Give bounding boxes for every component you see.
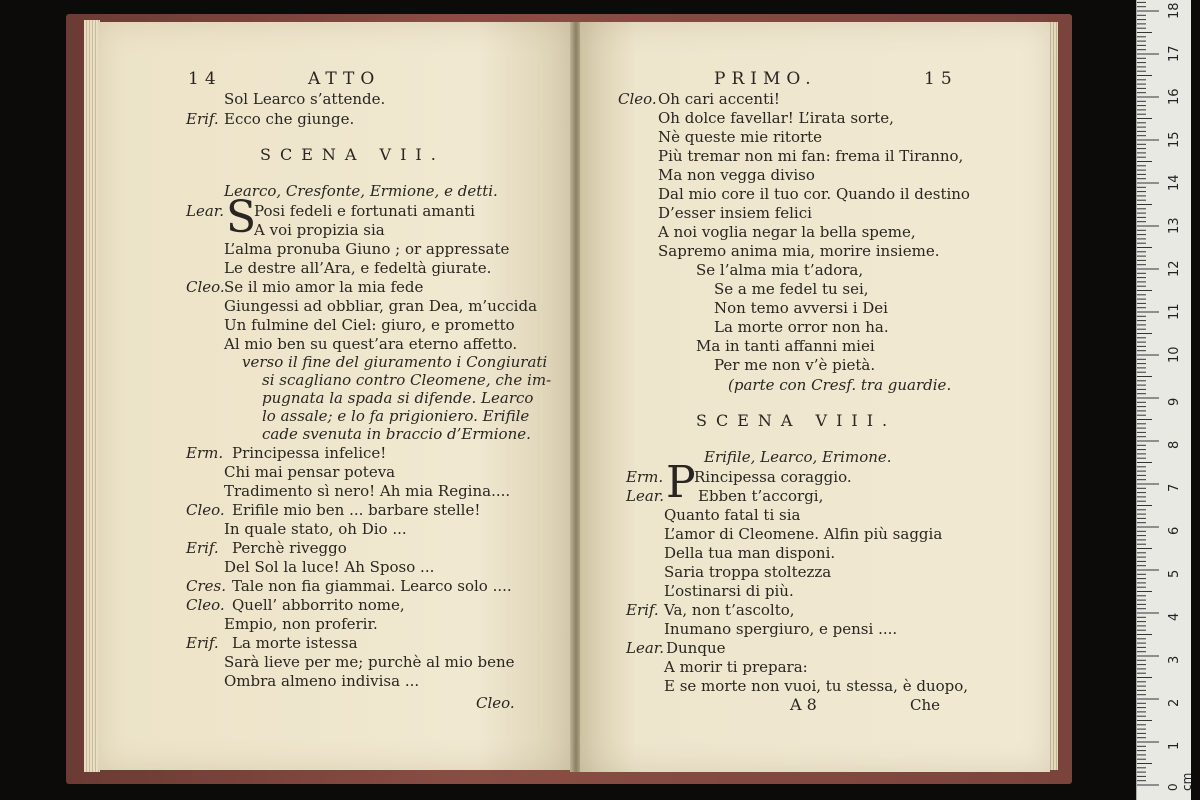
text-line: Sarà lieve per me; purchè al mio bene <box>224 653 515 671</box>
ruler-number: 11 <box>1167 303 1182 320</box>
text-line: Giungessi ad obbliar, gran Dea, m’uccida <box>224 297 538 315</box>
text-line: Erifile mio ben ... barbare stelle! <box>232 501 481 519</box>
text-line: Tale non fia giammai. Learco solo .... <box>232 577 512 595</box>
speaker-label: Lear. <box>626 639 665 657</box>
text-line: Chi mai pensar poteva <box>224 463 396 481</box>
text-line: Sapremo anima mia, morire insieme. <box>658 242 940 260</box>
text-line: Della tua man disponi. <box>664 544 836 562</box>
ruler-number: 1 <box>1167 741 1182 750</box>
stage-direction: Learco, Cresfonte, Ermione, e detti. <box>224 182 498 200</box>
text-line: Dal mio core il tuo cor. Quando il destino <box>658 185 970 203</box>
speaker-label: Erm. <box>186 444 224 462</box>
speaker-label: Cleo. <box>186 278 225 296</box>
text-line: Empio, non proferir. <box>224 615 378 633</box>
running-head-right: PRIMO. <box>714 69 817 89</box>
text-line: In quale stato, oh Dio ... <box>224 520 407 538</box>
ruler-number: 12 <box>1167 260 1182 277</box>
text-line: Del Sol la luce! Ah Sposo ... <box>224 558 435 576</box>
text-line: Ma non vegga diviso <box>658 166 815 184</box>
ruler-number: 5 <box>1167 569 1182 578</box>
ruler-number: 8 <box>1167 440 1182 449</box>
scene-heading: SCENA VII. <box>260 145 445 164</box>
stage-direction: pugnata la spada si difende. Learco <box>262 389 534 407</box>
text-line: Le destre all’Ara, e fedeltà giurate. <box>224 259 492 277</box>
text-line: La morte istessa <box>232 634 358 652</box>
aria-line: Se a me fedel tu sei, <box>714 280 869 298</box>
speaker-label: Cleo. <box>186 501 225 519</box>
text-line: Se il mio amor la mia fede <box>224 278 424 296</box>
text-line: E se morte non vuoi, tu stessa, è duopo, <box>664 677 969 695</box>
speaker-label: Erif. <box>186 539 219 557</box>
left-page <box>98 22 572 770</box>
ruler-number: 2 <box>1167 698 1182 707</box>
ruler-number: 10 <box>1167 346 1182 363</box>
ruler-number: 18 <box>1167 2 1182 19</box>
text-line: L’amor di Cleomene. Alfin più saggia <box>664 525 943 543</box>
ruler-number: 6 <box>1167 526 1182 535</box>
page-number-right: 15 <box>924 69 958 89</box>
text-line: A noi voglia negar la bella speme, <box>658 223 916 241</box>
catchword: Che <box>910 696 941 714</box>
aria-line: Per me non v’è pietà. <box>714 356 876 374</box>
text-line: A morir ti prepara: <box>664 658 808 676</box>
text-line: Posi fedeli e fortunati amanti <box>254 202 475 220</box>
ruler-unit-label: 0 cm <box>1166 772 1194 791</box>
running-head-left: ATTO <box>308 69 381 89</box>
text-line: Più tremar non mi fan: frema il Tiranno, <box>658 147 964 165</box>
text-line: A voi propizia sia <box>254 221 385 239</box>
text-line: Va, non t’ascolto, <box>664 601 795 619</box>
drop-cap: S <box>226 192 257 243</box>
page-number-left: 14 <box>188 69 222 89</box>
text-line: L’alma pronuba Giuno ; or appressate <box>224 240 510 258</box>
speaker-label: Cres. <box>186 577 226 595</box>
aria-line: Non temo avversi i Dei <box>714 299 888 317</box>
text-line: Rincipessa coraggio. <box>694 468 852 486</box>
right-page <box>580 22 1050 772</box>
measurement-ruler <box>1136 0 1194 800</box>
speaker-label: Cleo. <box>186 596 225 614</box>
text-line: Nè queste mie ritorte <box>658 128 823 146</box>
text-line: Oh dolce favellar! L’irata sorte, <box>658 109 894 127</box>
ruler-number: 13 <box>1167 217 1182 234</box>
speaker-label: Erif. <box>186 110 219 128</box>
text-line: Tradimento sì nero! Ah mia Regina.... <box>224 482 511 500</box>
stage-direction: Erifile, Learco, Erimone. <box>704 448 892 466</box>
stage-direction: (parte con Cresf. tra guardie. <box>728 376 952 394</box>
speaker-label: Erif. <box>626 601 659 619</box>
aria-line: Se l’alma mia t’adora, <box>696 261 864 279</box>
speaker-label: Erm. <box>626 468 664 486</box>
speaker-label: Erif. <box>186 634 219 652</box>
stage-direction: si scagliano contro Cleomene, che im- <box>262 371 552 389</box>
ruler-number: 17 <box>1167 45 1182 62</box>
stage-direction: verso il fine del giuramento i Congiurati <box>242 353 548 371</box>
ruler-number: 9 <box>1167 397 1182 406</box>
speaker-label: Lear. <box>626 487 665 505</box>
signature-mark: A 8 <box>790 695 817 714</box>
aria-line: Ma in tanti affanni miei <box>696 337 875 355</box>
text-line: Quanto fatal ti sia <box>664 506 801 524</box>
ruler-ticks <box>1137 0 1191 800</box>
ruler-number: 15 <box>1167 131 1182 148</box>
text-line: Ebben t’accorgi, <box>698 487 824 505</box>
speaker-label: Lear. <box>186 202 225 220</box>
speaker-label: Cleo. <box>618 90 657 108</box>
drop-cap: P <box>666 457 696 508</box>
text-line: Perchè riveggo <box>232 539 347 557</box>
aria-line: La morte orror non ha. <box>714 318 889 336</box>
catchword: Cleo. <box>476 694 515 712</box>
text-line: Ecco che giunge. <box>224 110 355 128</box>
ruler-number: 3 <box>1167 655 1182 664</box>
text-line: Sol Learco s’attende. <box>224 90 386 108</box>
text-line: Principessa infelice! <box>232 444 387 462</box>
text-line: Inumano spergiuro, e pensi .... <box>664 620 898 638</box>
text-line: Un fulmine del Ciel: giuro, e prometto <box>224 316 515 334</box>
scene-heading: SCENA VIII. <box>696 411 897 430</box>
ruler-number: 14 <box>1167 174 1182 191</box>
ruler-number: 7 <box>1167 483 1182 492</box>
stage-direction: cade svenuta in braccio d’Ermione. <box>262 425 531 443</box>
text-line: D’esser insiem felici <box>658 204 812 222</box>
text-line: Al mio ben su quest’ara eterno affetto. <box>224 335 518 353</box>
ruler-number: 16 <box>1167 88 1182 105</box>
text-line: L’ostinarsi di più. <box>664 582 794 600</box>
stage-direction: lo assale; e lo fa prigioniero. Erifile <box>262 407 530 425</box>
ruler-number: 4 <box>1167 612 1182 621</box>
text-line: Saria troppa stoltezza <box>664 563 832 581</box>
text-line: Oh cari accenti! <box>658 90 780 108</box>
text-line: Ombra almeno indivisa ... <box>224 672 420 690</box>
text-line: Quell’ abborrito nome, <box>232 596 405 614</box>
text-line: Dunque <box>666 639 726 657</box>
